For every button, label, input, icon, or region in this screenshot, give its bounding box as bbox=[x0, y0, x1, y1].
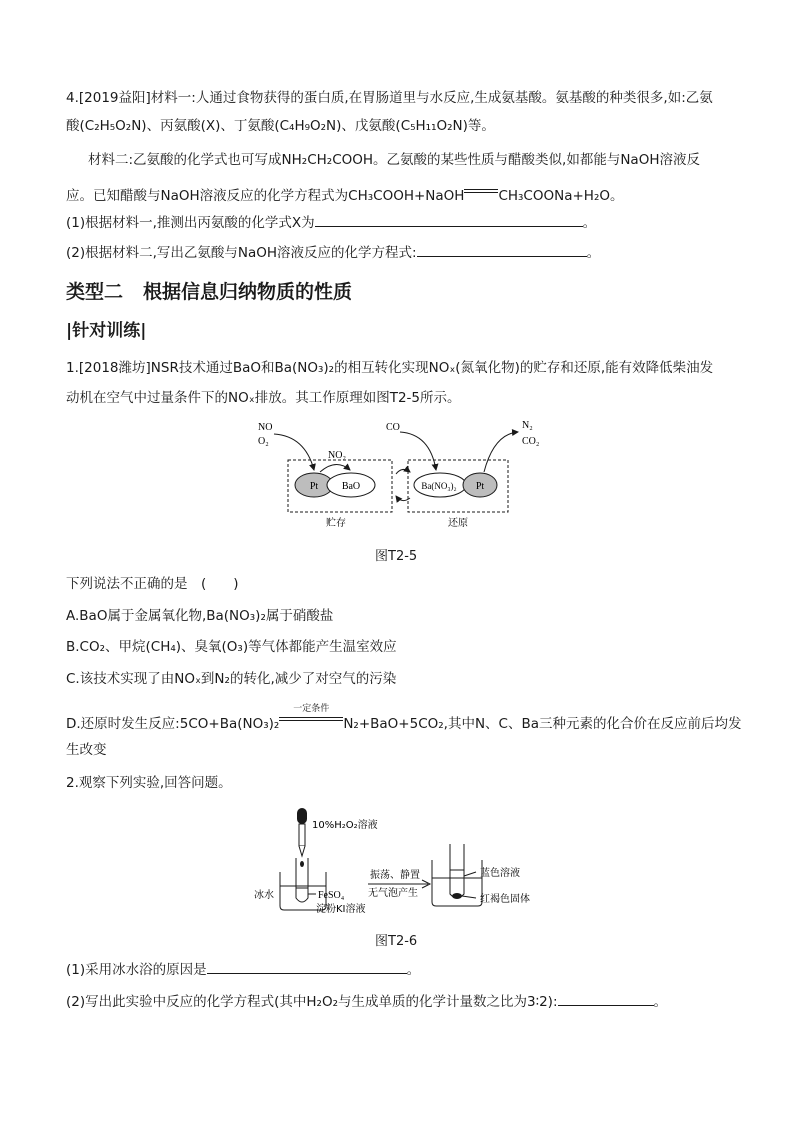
training-label: |针对训练| bbox=[66, 321, 147, 341]
figure-t2-6 bbox=[250, 800, 560, 916]
q1-option-a[interactable]: A.BaO属于金属氧化物,Ba(NO₃)₂属于硝酸盐 bbox=[66, 608, 334, 624]
q2-sub-1-period: 。 bbox=[406, 962, 421, 978]
section-title: 根据信息归纳物质的性质 bbox=[143, 281, 353, 303]
dropper-label: 10%H₂O₂溶液 bbox=[312, 820, 378, 831]
blue-solution-leader bbox=[464, 872, 476, 876]
output-co2-label: CO₂ bbox=[522, 436, 540, 447]
q4-sub-1 bbox=[66, 212, 596, 233]
right-test-tube bbox=[450, 844, 464, 898]
section-heading bbox=[66, 280, 352, 304]
q1-option-b[interactable]: B.CO₂、甲烷(CH₄)、臭氧(O₃)等气体都能产生温室效应 bbox=[66, 639, 397, 655]
blue-solution-label: 蓝色溶液 bbox=[480, 868, 520, 879]
input-co-label: CO bbox=[386, 422, 400, 433]
q4-sub-1-period: 。 bbox=[582, 215, 597, 231]
banitrate-label: Ba(NO₃)₂ bbox=[421, 481, 457, 491]
section-type-label: 类型二 bbox=[66, 281, 124, 303]
red-brown-leader bbox=[462, 896, 476, 898]
q4-sub-2-text: (2)根据材料二,写出乙氨酸与NaOH溶液反应的化学方程式: bbox=[66, 245, 417, 261]
ice-water-label: 冰水 bbox=[254, 890, 274, 901]
q4-line-4-right: CH₃COONa+H₂O。 bbox=[498, 188, 624, 204]
falling-drop bbox=[300, 861, 304, 867]
q2-sub-2-period: 。 bbox=[653, 994, 667, 1010]
q2-sub-2-text: (2)写出此实验中反应的化学方程式(其中H₂O₂与生成单质的化学计量数之比为3∶2): bbox=[66, 994, 558, 1010]
starch-ki-label: 淀粉KI溶液 bbox=[316, 904, 366, 915]
input-o2-label: O₂ bbox=[258, 436, 269, 447]
q2-sub-1-text: (1)采用冰水浴的原因是 bbox=[66, 962, 207, 978]
q2-intro: 2.观察下列实验,回答问题。 bbox=[66, 775, 232, 791]
q1-question: 下列说法不正确的是 ( ) bbox=[66, 576, 239, 592]
no-bubbles-label: 无气泡产生 bbox=[368, 888, 418, 899]
q4-line-4-left: 应。已知醋酸与NaOH溶液反应的化学方程式为CH₃COOH+NaOH bbox=[66, 188, 465, 204]
q4-sub-1-text: (1)根据材料一,推测出丙氨酸的化学式X为 bbox=[66, 215, 315, 231]
storage-label: 贮存 bbox=[326, 518, 346, 529]
no2-label: NO₂ bbox=[328, 450, 346, 461]
pt-label-right: Pt bbox=[475, 481, 485, 492]
q1-option-d-cont: 生改变 bbox=[66, 742, 107, 758]
q4-sub-2 bbox=[66, 242, 600, 263]
q4-line-2: 酸(C₂H₅O₂N)、丙氨酸(X)、丁氨酸(C₄H₉O₂N)、戊氨酸(C₅H₁₁O₂N)等。 bbox=[66, 118, 495, 134]
dropper-bulb bbox=[297, 808, 307, 824]
answer-blank-q2-2[interactable] bbox=[558, 991, 654, 1006]
figure-t2-5 bbox=[250, 414, 550, 534]
q1-option-c[interactable]: C.该技术实现了由NOₓ到N₂的转化,减少了对空气的污染 bbox=[66, 671, 397, 687]
arrow-co-in bbox=[400, 432, 436, 470]
figure-t2-6-caption: 图T2-6 bbox=[375, 934, 418, 949]
feso4-label: FeSO₄ bbox=[318, 890, 345, 901]
q2-sub-2 bbox=[66, 991, 667, 1012]
q4-line-4 bbox=[66, 180, 623, 206]
input-no-label: NO bbox=[258, 422, 273, 433]
arrow-in-left bbox=[274, 434, 314, 470]
arrow-products-out bbox=[484, 432, 518, 472]
answer-blank-q2-1[interactable] bbox=[207, 959, 407, 974]
reduction-label: 还原 bbox=[448, 518, 468, 529]
q2-sub-1 bbox=[66, 959, 420, 980]
q1-line-2: 动机在空气中过量条件下的NOₓ排放。其工作原理如图T2-5所示。 bbox=[66, 390, 461, 406]
q4-line-3: 材料二:乙氨酸的化学式也可写成NH₂CH₂COOH。乙氨酸的某些性质与醋酸类似,如都能与NaOH溶液反 bbox=[88, 152, 700, 168]
reaction-condition-arrow bbox=[279, 704, 343, 728]
shake-settle-label: 振荡、静置 bbox=[370, 870, 420, 881]
red-brown-label: 红褐色固体 bbox=[480, 894, 530, 905]
arrow-pt-to-bao bbox=[320, 464, 350, 472]
reaction-condition-label: 一定条件 bbox=[293, 704, 330, 714]
red-brown-solid bbox=[452, 893, 462, 899]
dropper-tube bbox=[299, 824, 305, 846]
q4-line-1: 4.[2019益阳]材料一:人通过食物获得的蛋白质,在胃肠道里与水反应,生成氨基酸。氨基酸的种类很多,如:乙氨 bbox=[66, 90, 713, 106]
bao-label: BaO bbox=[341, 481, 361, 492]
pt-label-left: Pt bbox=[309, 481, 319, 492]
q1-line-1: 1.[2018潍坊]NSR技术通过BaO和Ba(NO₃)₂的相互转化实现NOₓ(氮氧化物)的贮存和还原,能有效降低柴油发 bbox=[66, 360, 714, 376]
figure-t2-5-caption: 图T2-5 bbox=[375, 549, 418, 564]
answer-blank-q4-2[interactable] bbox=[417, 242, 587, 257]
q1-option-d[interactable] bbox=[66, 704, 742, 734]
q4-sub-2-period: 。 bbox=[586, 245, 601, 261]
q1-option-d-left: D.还原时发生反应:5CO+Ba(NO₃)₂ bbox=[66, 716, 280, 732]
answer-blank-q4-1[interactable] bbox=[315, 212, 583, 227]
equals-sign bbox=[464, 180, 498, 200]
dropper-tip bbox=[299, 846, 305, 856]
right-beaker bbox=[432, 860, 482, 906]
output-n2-label: N₂ bbox=[522, 420, 533, 431]
q1-option-d-right: N₂+BaO+5CO₂,其中N、C、Ba三种元素的化合价在反应前后均发 bbox=[343, 716, 742, 732]
